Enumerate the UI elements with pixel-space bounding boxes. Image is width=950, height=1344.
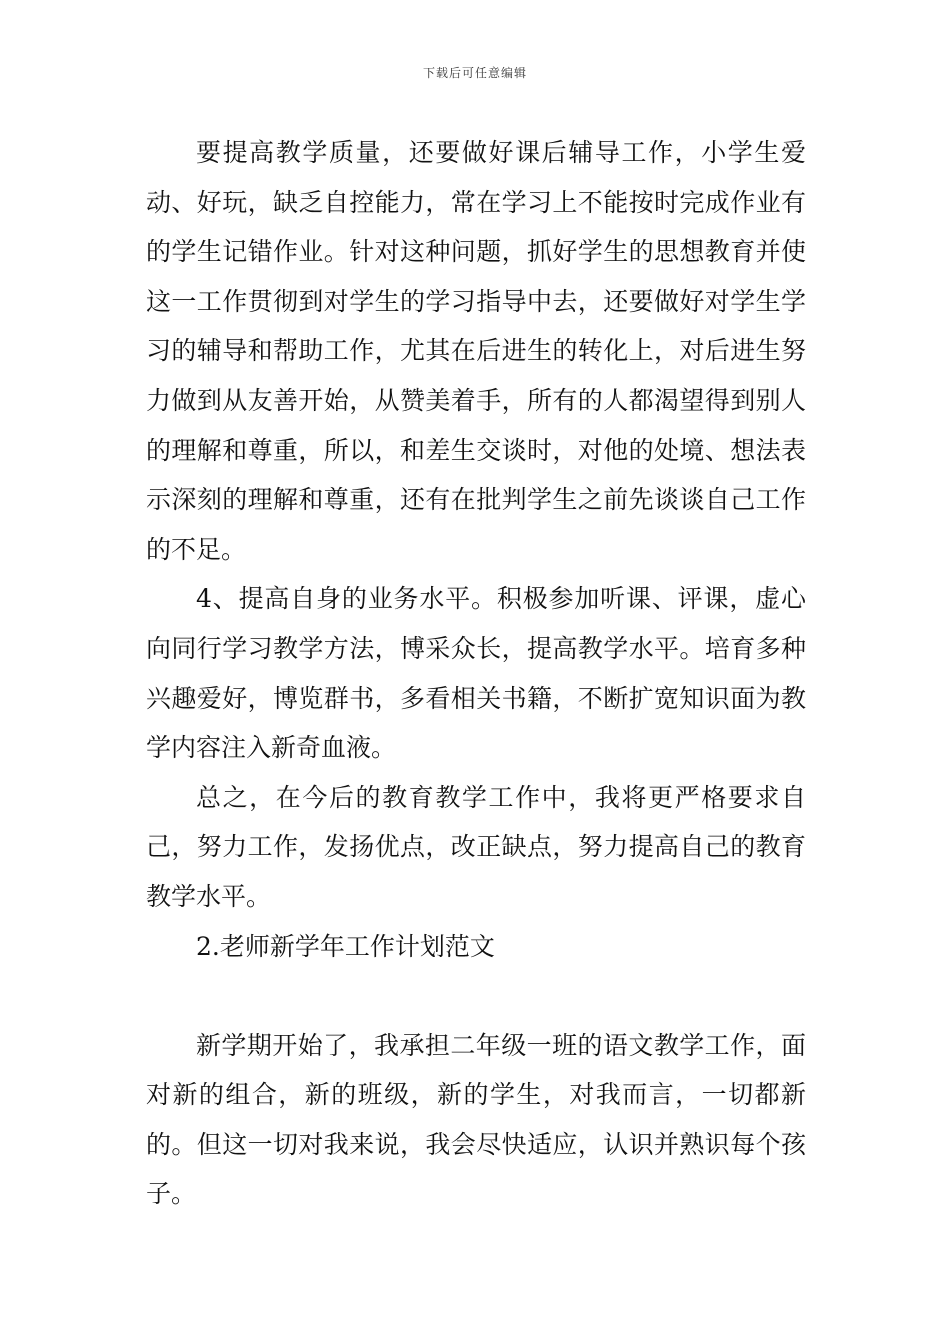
paragraph-new-semester: 新学期开始了，我承担二年级一班的语文教学工作，面对新的组合，新的班级，新的学生，对我而言，一切都新的。但这一切对我来说，我会尽快适应，认识并熟识每个孩子。 — [146, 1030, 806, 1209]
section-heading: 2.老师新学年工作计划范文 — [196, 931, 495, 961]
page-header-note: 下载后可任意编辑 — [422, 66, 527, 80]
paragraph-conclusion: 总之，在今后的教育教学工作中，我将更严格要求自己，努力工作，发扬优点，改正缺点，努力提高自己的教育教学水平。 — [146, 782, 806, 911]
paragraph-professional-skills: 4、提高自身的业务水平。积极参加听课、评课，虚心向同行学习教学方法，博采众长，提高教学水平。培育多种兴趣爱好，博览群书，多看相关书籍，不断扩宽知识面为教学内容注入新奇血液。 — [146, 584, 806, 763]
section-spacer — [146, 971, 806, 1021]
paragraph-tutoring: 要提高教学质量，还要做好课后辅导工作，小学生爱动、好玩，缺乏自控能力，常在学习上不能按时完成作业有的学生记错作业。针对这种问题，抓好学生的思想教育并使这一工作贯彻到对学生的学习指导中去，还要做好对学生学习的辅导和帮助工作，尤其在后进生的转化上，对后进生努力做到从友善开始，从赞美着手，所有的人都渴望得到别人的理解和尊重，所以，和差生交谈时，对他的处境、想法表示深刻的理解和尊重，还有在批判学生之前先谈谈自己工作的不足。 — [146, 138, 806, 564]
document-body — [146, 128, 806, 1219]
